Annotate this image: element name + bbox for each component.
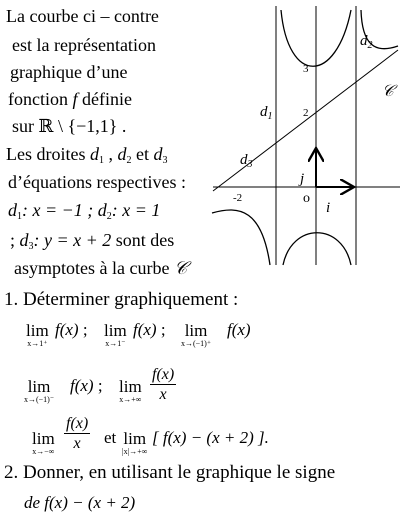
sep: ; [78,320,88,339]
fx-2 [133,320,166,340]
difference-expression: [ f(x) − (x + 2) ]. [152,428,269,447]
graph-label-3: 3 [303,63,309,75]
graph-label-C: 𝒞 [382,83,394,100]
sep: ; [93,376,103,395]
limit-x-to-minus-infinity [32,430,55,456]
d3-sub: 3 [162,155,168,166]
domain-set: ℝ \ {−1,1} [38,116,118,136]
eq1-d: d [8,200,17,220]
intro-sont-des: sont des [115,230,175,250]
denominator: x [159,386,167,403]
intro-fonction: fonction [8,89,68,109]
curve-branch-middle-lower [283,233,351,265]
lim-word: lim [104,321,127,340]
eq2-sub: 2 [106,211,112,222]
lim-word: lim [123,429,147,448]
lim-under: |x|→+∞ [122,447,148,456]
eq3-rest: : y = x + 2 [33,230,112,250]
intro-line-3: graphique d’une [10,62,128,82]
lim-word: lim [119,377,142,396]
question-2-line-1: 2. Donner, en utilisant le graphique le signe [4,462,336,483]
eq3-d: d [19,230,29,250]
graph-label-minus2: -2 [233,192,243,204]
fx-1 [55,320,88,340]
fx-4 [70,376,103,396]
question-1: 1. Déterminer graphiquement : [4,289,239,310]
graph-label-o: o [303,191,310,206]
lim-under: x→+∞ [119,395,142,404]
sep: ; [156,320,166,339]
limit-x-to-minus1-plus [181,322,211,348]
fx-3: f(x) [227,320,251,339]
graph-label-i: i [326,200,331,216]
numerator: f(x) [66,415,89,432]
limit-x-to-1-minus [104,322,127,348]
intro-definie: définie [82,89,132,109]
curve-branch-left-lower [212,210,270,265]
graph-label-d2: $d_2$ [360,33,373,51]
intro-line-2: est la représentation [12,35,156,55]
d3-label: d [153,144,163,164]
eq2-d: d [97,200,107,220]
fraction-fx-over-x-2 [64,414,90,453]
function-f: f [72,89,78,109]
limit-x-to-minus1-minus [24,378,54,404]
intro-asymptotes: asymptotes à la curbe [14,258,170,278]
d1-label: d [89,144,99,164]
intro-line-1: La courbe ci – contre [6,6,159,26]
lim-word: lim [26,321,49,340]
fx: f(x) [55,320,79,339]
eq1-rest: : x = −1 ; [22,200,94,220]
eq2-rest: : x = 1 [111,200,161,220]
eq3-semicolon: ; [10,230,16,250]
denominator: x [73,435,81,452]
word-et: et [104,428,117,447]
graph-label-2: 2 [303,107,309,119]
lim-under: x→(−1)⁺ [181,339,212,348]
intro-line-7: d’équations respectives : [8,172,186,192]
comma: , [103,144,113,164]
intro-sur: sur [12,116,34,136]
curve-symbol: 𝒞 [173,258,188,278]
fx: f(x) [70,376,94,395]
graph-label-j: j [300,171,305,187]
question-2-line-2: de f(x) − (x + 2) [24,493,136,512]
lim-under: x→1⁻ [105,339,126,348]
lim-word: lim [27,377,51,396]
numerator: f(x) [152,366,175,383]
intro-dot: . [121,116,127,136]
intro-et: et [135,144,149,164]
limit-x-to-1-plus [26,322,49,348]
graph-label-d1: $d_1$ [260,104,273,122]
lim-under: x→−∞ [32,447,55,456]
lim-word: lim [184,321,208,340]
eq3-sub: 3 [28,241,34,252]
d2-label: d [117,144,127,164]
lim-word: lim [32,429,55,448]
lim-under: x→1⁺ [27,339,48,348]
limit-x-to-plus-infinity [119,378,142,404]
eq1-sub: 1 [17,211,22,222]
graph-label-d3: $d_3$ [240,152,253,170]
intro-droites: Les droites [6,144,86,164]
d1-sub: 1 [98,155,104,166]
d2-sub: 2 [126,155,132,166]
fx: f(x) [133,320,157,339]
lim-under: x→(−1)⁻ [24,395,55,404]
fraction-fx-over-x-1 [150,365,176,404]
limit-abs-x-to-infinity [122,430,147,456]
